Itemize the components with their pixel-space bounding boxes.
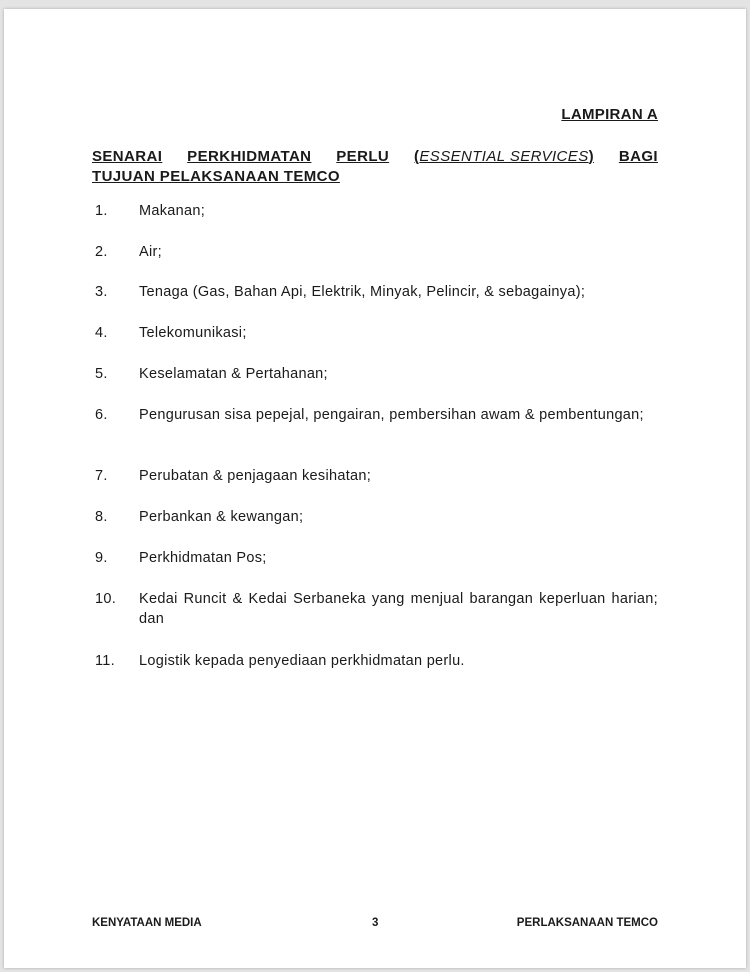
item-number: 9. bbox=[95, 550, 108, 566]
item-text: Perbankan & kewangan; bbox=[139, 509, 304, 525]
title-word: PERKHIDMATAN bbox=[187, 148, 312, 165]
annex-label: LAMPIRAN A bbox=[561, 106, 658, 123]
item-number: 3. bbox=[95, 284, 108, 300]
item-text: Makanan; bbox=[139, 203, 206, 219]
item-number: 7. bbox=[95, 468, 108, 484]
title-line-1 bbox=[92, 147, 658, 167]
footer-left: KENYATAAN MEDIA bbox=[92, 917, 202, 929]
item-number: 8. bbox=[95, 509, 108, 525]
item-number: 1. bbox=[95, 203, 108, 219]
item-text: Perubatan & penjagaan kesihatan; bbox=[139, 468, 372, 484]
page-number: 3 bbox=[372, 917, 379, 929]
footer-right: PERLAKSANAAN TEMCO bbox=[516, 917, 658, 929]
document-title bbox=[92, 147, 658, 187]
title-word: BAGI bbox=[618, 148, 658, 165]
title-word: PERLU bbox=[336, 148, 390, 165]
title-line-2: TUJUAN PELAKSANAAN TEMCO bbox=[92, 168, 340, 185]
item-number: 2. bbox=[95, 244, 108, 260]
item-text: Air; bbox=[139, 244, 162, 260]
item-number: 4. bbox=[95, 325, 108, 341]
item-text: Perkhidmatan Pos; bbox=[139, 550, 267, 566]
item-number: 5. bbox=[95, 366, 108, 382]
item-text: Tenaga (Gas, Bahan Api, Elektrik, Minyak, Pelincir, & sebagainya); bbox=[139, 284, 586, 300]
title-word: (ESSENTIAL SERVICES) bbox=[413, 148, 595, 165]
item-text: Logistik kepada penyediaan perkhidmatan perlu. bbox=[139, 653, 465, 669]
title-word: SENARAI bbox=[92, 148, 163, 165]
title-italic: ESSENTIAL SERVICES bbox=[419, 148, 589, 165]
item-number: 11. bbox=[95, 653, 115, 669]
item-text: Telekomunikasi; bbox=[139, 325, 247, 341]
item-text: Pengurusan sisa pepejal, pengairan, pembersihan awam & pembentungan; bbox=[139, 407, 644, 423]
item-number: 6. bbox=[95, 407, 108, 423]
item-text: Keselamatan & Pertahanan; bbox=[139, 366, 328, 382]
item-number: 10. bbox=[95, 591, 117, 607]
document-page bbox=[4, 9, 746, 968]
item-text: Kedai Runcit & Kedai Serbaneka yang menjual barangan keperluan harian; dan bbox=[139, 591, 658, 627]
